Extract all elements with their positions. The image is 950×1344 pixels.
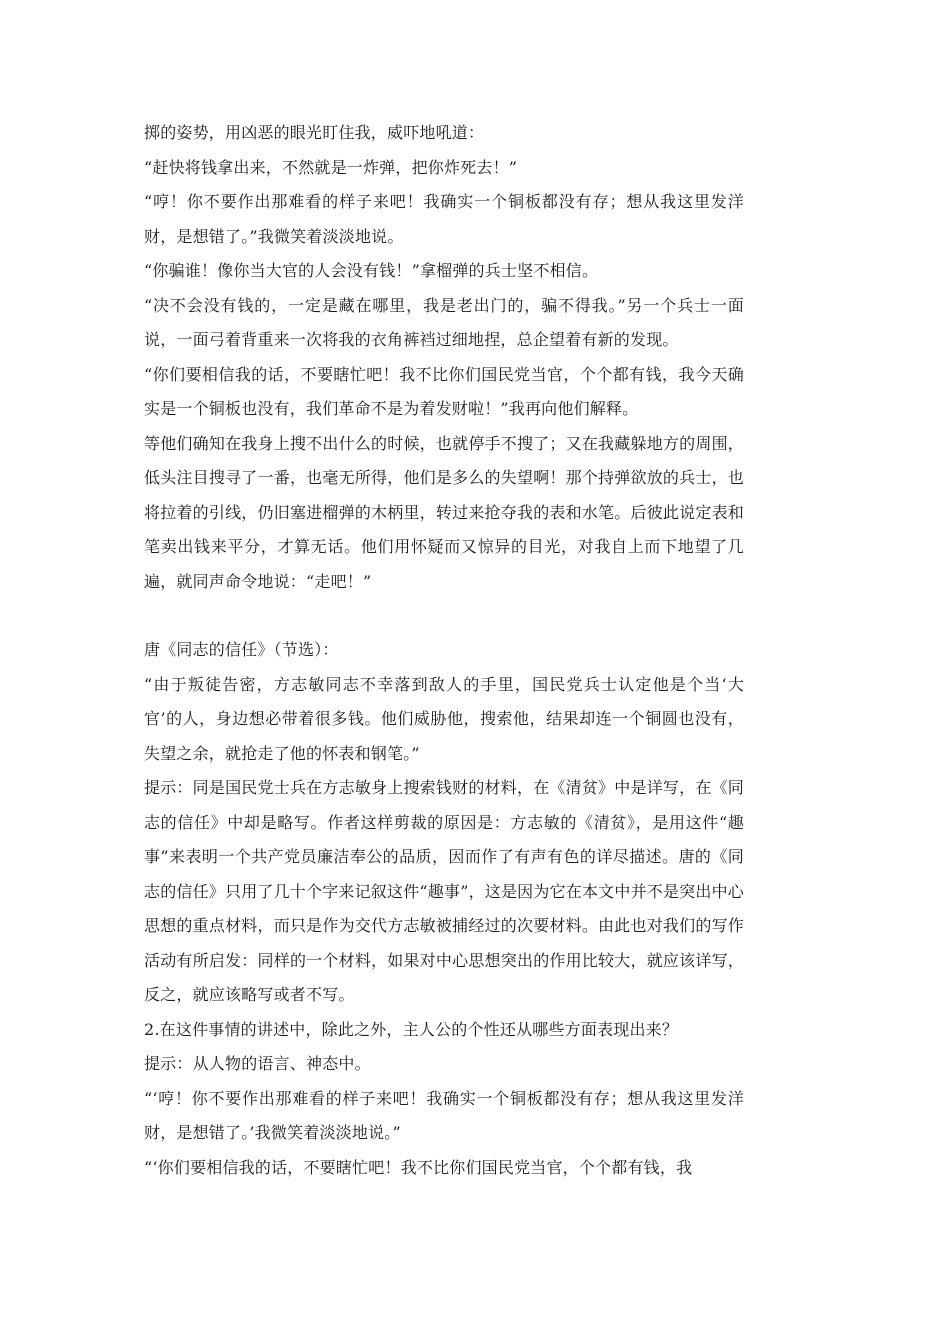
section-heading: 唐《同志的信任》（节选）： [144,640,339,659]
paragraph: “你们要相信我的话，不要瞎忙吧！我不比你们国民党当官，个个都有钱，我今天确实是一个铜板也没有，我们革命不是为着发财啦！”我再向他们解释。 [144,364,744,418]
paragraph: 掷的姿势，用凶恶的眼光盯住我，威吓地吼道： [144,123,485,142]
quoted-excerpt: “‘你们要相信我的话，不要瞎忙吧！我不比你们国民党当官，个个都有钱，我 [144,1157,693,1177]
paragraph: 等他们确知在我身上搜不出什么的时候，也就停手不搜了；又在我藏躲地方的周围，低头注目搜寻了一番，也毫无所得，他们是多么的失望啊！那个持弹欲放的兵士，也将拉着的引线，仍旧塞进榴弹的木柄里，转过来抢夺我的表和水笔。后彼此说定表和笔卖出钱来平分，才算无话。他们用怀疑而又惊异的目光，对我自上而下地望了几遍，就同声命令地说：“走吧！” [144,433,744,591]
quoted-excerpt: “由于叛徒告密，方志敏同志不幸落到敌人的手里，国民党兵士认定他是个当‘大官’的人，身边想必带着很多钱。他们威胁他，搜索他，结果却连一个铜圆也没有，失望之余，就抢走了他的怀表和钢笔。” [144,674,744,763]
question-paragraph: 2.在这件事情的讲述中，除此之外，主人公的个性还从哪些方面表现出来？ [144,1019,679,1039]
section-spacer [144,599,744,633]
document-page [144,116,744,1185]
quoted-excerpt: “‘哼！你不要作出那难看的样子来吧！我确实一个铜板都没有存；想从我这里发洋财，是想错了。’我微笑着淡淡地说。” [144,1088,744,1142]
hint-paragraph: 提示：同是国民党士兵在方志敏身上搜索钱财的材料，在《清贫》中是详写，在《同志的信任》中却是略写。作者这样剪裁的原因是：方志敏的《清贫》，是用这件“趣事”来表明一个共产党员廉洁奉公的品质，因而作了有声有色的详尽描述。唐的《同志的信任》只用了几十个字来记叙这件“趣事”，这是因为它在本文中并不是突出中心思想的重点材料，而只是作为交代方志敏被捕经过的次要材料。由此也对我们的写作活动有所启发：同样的一个材料，如果对中心思想突出的作用比较大，就应该详写，反之，就应该略写或者不写。 [144,778,744,1004]
paragraph: “赶快将钱拿出来，不然就是一炸弹，把你炸死去！” [144,157,518,177]
paragraph: “决不会没有钱的，一定是藏在哪里，我是老出门的，骗不得我。”另一个兵士一面说，一面弓着背重来一次将我的衣角裤裆过细地捏，总企望着有新的发现。 [144,295,744,349]
paragraph: “你骗谁！像你当大官的人会没有钱！”拿榴弹的兵士坚不相信。 [144,261,599,280]
paragraph: “哼！你不要作出那难看的样子来吧！我确实一个铜板都没有存；想从我这里发洋财，是想错了。”我微笑着淡淡地说。 [144,192,744,246]
hint-paragraph: 提示：从人物的语言、神态中。 [144,1054,371,1073]
